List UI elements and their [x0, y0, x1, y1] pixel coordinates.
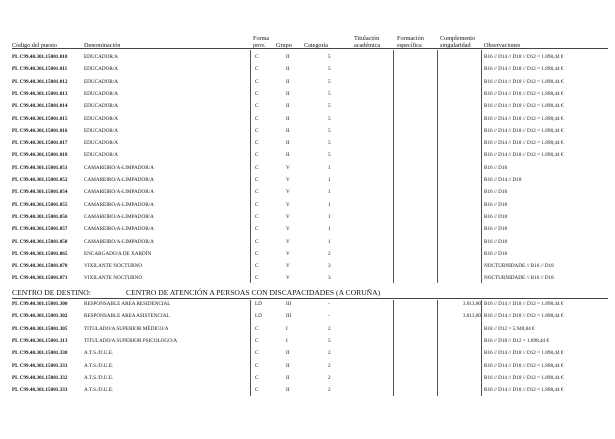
cell-observaciones: NOCTURNIDADE // B16 // D18 [484, 263, 554, 270]
table-row [0, 51, 615, 63]
cell-complemento: 3.013,80 [462, 301, 481, 307]
cell-forma: C [255, 226, 259, 233]
cell-denominacion: VIXILANTE NOCTURNO [84, 263, 143, 270]
cell-code: PL C99.40.301.15001.013 [12, 90, 68, 97]
table-row [0, 360, 615, 372]
table-row [0, 162, 615, 174]
cell-forma: C [255, 78, 259, 85]
cell-categoria: 5 [328, 54, 331, 60]
header-observaciones: Observaciones [484, 42, 521, 49]
table-row [0, 199, 615, 211]
cell-denominacion: A.T.S./D.U.E. [84, 387, 114, 394]
cell-forma: C [255, 250, 259, 257]
cell-forma: C [255, 337, 259, 344]
cell-observaciones: B16 // D14 // D18 // D12 = 1.898,44 € [484, 78, 564, 85]
cell-grupo: I [286, 337, 288, 344]
cell-grupo: V [286, 177, 290, 183]
cell-grupo: II [286, 103, 290, 110]
table-row [0, 149, 615, 161]
cell-forma: C [255, 115, 259, 122]
cell-grupo: II [286, 374, 290, 381]
cell-forma: C [255, 374, 259, 381]
cell-grupo: V [286, 226, 290, 233]
cell-forma: C [255, 189, 259, 196]
cell-denominacion: EDUCADOR/A [84, 115, 119, 122]
cell-code: PL C99.40.301.15001.330 [12, 350, 68, 357]
cell-denominacion: VIXILANTE NOCTURNO [84, 275, 143, 282]
cell-categoria: 3 [328, 263, 331, 270]
cell-denominacion: CAMAREIRO/A-LIMPADOR/A [84, 189, 154, 196]
cell-forma: C [255, 164, 259, 171]
center-name: CENTRO DE ATENCIÓN A PERSOAS CON DISCAPACIDADES (A CORUÑA) [126, 288, 381, 297]
table-row [0, 310, 615, 322]
cell-code: PL C99.40.301.15001.305 [12, 325, 68, 332]
cell-denominacion: CAMAREIRO/A-LIMPADOR/A [84, 177, 154, 183]
cell-observaciones: B16 // D14 // D18 // D12 = 1.898,44 € [484, 350, 564, 357]
cell-code: PL C99.40.301.15001.331 [12, 362, 68, 369]
cell-observaciones: B16 // D14 // D18 // D12 = 1.898,44 € [484, 115, 564, 122]
cell-categoria: 1 [328, 238, 331, 245]
cell-grupo: II [286, 115, 290, 122]
cell-code: PL C99.40.301.15001.065 [12, 250, 68, 257]
cell-code: PL C99.40.301.15001.055 [12, 201, 68, 208]
cell-denominacion: TITULADO/A SUPERIOR MÉDICO/A [84, 325, 169, 332]
cell-grupo: II [286, 387, 290, 394]
cell-code: PL C99.40.301.15001.012 [12, 78, 68, 85]
header-rule [12, 48, 608, 49]
cell-forma: C [255, 103, 259, 110]
cell-code: PL C99.40.301.15001.054 [12, 189, 68, 196]
cell-denominacion: EDUCADOR/A [84, 66, 119, 73]
cell-categoria: - [328, 313, 330, 320]
cell-denominacion: RESPONSABLE AREA ASISTENCIAL [84, 313, 170, 320]
cell-grupo: II [286, 54, 290, 60]
cell-grupo: III [286, 313, 292, 320]
cell-forma: C [255, 152, 259, 159]
cell-forma: LD [255, 301, 262, 307]
cell-grupo: V [286, 238, 290, 245]
cell-code: PL C99.40.301.15001.070 [12, 263, 68, 270]
cell-categoria: 2 [328, 325, 331, 332]
cell-categoria: 1 [328, 213, 331, 220]
cell-grupo: II [286, 127, 290, 134]
cell-denominacion: EDUCADOR/A [84, 54, 119, 60]
header-grupo: Grupo [276, 42, 292, 49]
cell-code: PL C99.40.301.15001.300 [12, 301, 68, 307]
cell-code: PL C99.40.301.15001.333 [12, 387, 68, 394]
cell-observaciones: B18 // D12 = 5.948,84 € [484, 325, 535, 332]
cell-forma: C [255, 350, 259, 357]
cell-forma: C [255, 54, 259, 60]
cell-code: PL C99.40.301.15001.313 [12, 337, 68, 344]
table-row [0, 174, 615, 186]
table-row [0, 223, 615, 235]
cell-forma: LD [255, 313, 262, 320]
cell-grupo: II [286, 90, 290, 97]
cell-denominacion: EDUCADOR/A [84, 90, 119, 97]
header-titulacion: Titulación académica [354, 35, 381, 49]
cell-code: PL C99.40.301.15001.071 [12, 275, 68, 282]
cell-forma: C [255, 127, 259, 134]
cell-complemento: 3.013,80 [462, 313, 481, 320]
cell-categoria: 3 [328, 275, 331, 282]
center-heading [12, 288, 608, 298]
cell-grupo: II [286, 78, 290, 85]
table-row [0, 298, 615, 310]
cell-observaciones: B16 // D14 // D18 // D12 = 1.898,44 € [484, 301, 564, 307]
cell-observaciones: B16 // D18 [484, 189, 508, 196]
cell-grupo: II [286, 66, 290, 73]
table-row [0, 347, 615, 359]
cell-denominacion: A.T.S./D.U.E. [84, 374, 114, 381]
cell-denominacion: CAMAREIRO/A-LIMPADOR/A [84, 226, 154, 233]
cell-observaciones: B16 // D14 // D18 // D12 = 1.898,44 € [484, 374, 564, 381]
cell-observaciones: B16 // D14 // D18 // D12 = 1.898,44 € [484, 127, 564, 134]
table-row [0, 335, 615, 347]
cell-observaciones: B16 // D18 [484, 164, 508, 171]
table-row [0, 236, 615, 248]
cell-code: PL C99.40.301.15001.017 [12, 140, 68, 147]
cell-categoria: - [328, 301, 330, 307]
cell-forma: C [255, 213, 259, 220]
table-row [0, 113, 615, 125]
cell-observaciones: B16 // D14 // D18 [484, 177, 522, 183]
cell-observaciones: B16 // D18 // D12 = 1.898,44 € [484, 337, 550, 344]
cell-categoria: 5 [328, 337, 331, 344]
cell-observaciones: B16 // D14 // D18 // D12 = 1.898,44 € [484, 152, 564, 159]
cell-code: PL C99.40.301.15001.052 [12, 177, 68, 183]
cell-categoria: 2 [328, 387, 331, 394]
cell-grupo: II [286, 350, 290, 357]
table-row [0, 272, 615, 284]
cell-forma: C [255, 238, 259, 245]
cell-categoria: 5 [328, 127, 331, 134]
header-formacion: Formación específica [397, 35, 424, 49]
table-row [0, 186, 615, 198]
header-codigo: Código del puesto [12, 42, 58, 49]
cell-denominacion: EDUCADOR/A [84, 103, 119, 110]
cell-denominacion: EDUCADOR/A [84, 78, 119, 85]
cell-grupo: V [286, 263, 290, 270]
table-row [0, 100, 615, 112]
cell-code: PL C99.40.301.15001.016 [12, 127, 68, 134]
cell-code: PL C99.40.301.15001.015 [12, 115, 68, 122]
cell-code: PL C99.40.301.15001.058 [12, 238, 68, 245]
cell-code: PL C99.40.301.15001.010 [12, 54, 68, 60]
cell-categoria: 5 [328, 152, 331, 159]
cell-grupo: II [286, 152, 290, 159]
table-row [0, 137, 615, 149]
cell-forma: C [255, 263, 259, 270]
center-label: CENTRO DE DESTINO: [12, 288, 91, 297]
cell-denominacion: A.T.S./D.U.E. [84, 350, 114, 357]
cell-grupo: V [286, 189, 290, 196]
cell-denominacion: RESPONSABLE AREA RESIDENCIAL [84, 301, 171, 307]
cell-code: PL C99.40.301.15001.014 [12, 103, 68, 110]
cell-denominacion: EDUCADOR/A [84, 152, 119, 159]
cell-denominacion: A.T.S./D.U.E. [84, 362, 114, 369]
table-row [0, 125, 615, 137]
cell-forma: C [255, 362, 259, 369]
table-row [0, 211, 615, 223]
cell-forma: C [255, 177, 259, 183]
cell-denominacion: ENCARGADO/A DE XARDÍN [84, 250, 152, 257]
cell-forma: C [255, 201, 259, 208]
table-row [0, 63, 615, 75]
cell-categoria: 5 [328, 115, 331, 122]
cell-categoria: 1 [328, 177, 331, 183]
cell-categoria: 5 [328, 90, 331, 97]
cell-denominacion: CAMAREIRO/A-LIMPADOR/A [84, 201, 154, 208]
table-row [0, 88, 615, 100]
cell-grupo: III [286, 301, 292, 307]
cell-observaciones: B16 // D18 [484, 250, 508, 257]
cell-grupo: II [286, 362, 290, 369]
cell-denominacion: CAMAREIRO/A-LIMPADOR/A [84, 213, 154, 220]
cell-forma: C [255, 66, 259, 73]
cell-observaciones: B16 // D18 [484, 213, 508, 220]
cell-categoria: 5 [328, 103, 331, 110]
cell-observaciones: B16 // D14 // D18 // D12 = 1.898,44 € [484, 66, 564, 73]
cell-grupo: V [286, 275, 290, 282]
cell-observaciones: NOCTURNIDADE // B16 // D18 [484, 275, 554, 282]
cell-code: PL C99.40.301.15001.057 [12, 226, 68, 233]
cell-categoria: 2 [328, 362, 331, 369]
cell-code: PL C99.40.301.15001.302 [12, 313, 68, 320]
header-complemento: Complemento singularidad [440, 35, 476, 49]
cell-code: PL C99.40.301.15001.056 [12, 213, 68, 220]
cell-observaciones: B16 // D18 [484, 226, 508, 233]
cell-categoria: 5 [328, 78, 331, 85]
cell-observaciones: B16 // D18 [484, 201, 508, 208]
cell-denominacion: EDUCADOR/A [84, 127, 119, 134]
cell-observaciones: B16 // D14 // D18 // D12 = 1.898,44 € [484, 362, 564, 369]
cell-code: PL C99.40.301.15001.051 [12, 164, 68, 171]
cell-forma: C [255, 325, 259, 332]
header-forma: Forma prov. [253, 35, 270, 49]
cell-observaciones: B16 // D14 // D18 // D12 = 1.898,44 € [484, 313, 564, 320]
table-row [0, 260, 615, 272]
table-row [0, 248, 615, 260]
cell-grupo: V [286, 164, 290, 171]
cell-categoria: 1 [328, 164, 331, 171]
table-row [0, 76, 615, 88]
cell-categoria: 5 [328, 140, 331, 147]
cell-observaciones: B16 // D14 // D18 // D12 = 1.898,44 € [484, 54, 564, 60]
cell-categoria: 2 [328, 250, 331, 257]
cell-code: PL C99.40.301.15001.332 [12, 374, 68, 381]
cell-categoria: 1 [328, 226, 331, 233]
cell-forma: C [255, 140, 259, 147]
cell-grupo: V [286, 201, 290, 208]
cell-categoria: 5 [328, 66, 331, 73]
cell-observaciones: B16 // D14 // D18 // D12 = 1.898,44 € [484, 103, 564, 110]
cell-grupo: V [286, 250, 290, 257]
cell-observaciones: B16 // D18 [484, 238, 508, 245]
cell-observaciones: B16 // D14 // D18 // D12 = 1.898,44 € [484, 140, 564, 147]
cell-categoria: 2 [328, 374, 331, 381]
cell-forma: C [255, 275, 259, 282]
cell-grupo: V [286, 213, 290, 220]
table-row [0, 372, 615, 384]
cell-categoria: 2 [328, 350, 331, 357]
header-denominacion: Denominación [84, 42, 121, 49]
cell-grupo: I [286, 325, 288, 332]
cell-categoria: 1 [328, 189, 331, 196]
cell-observaciones: B16 // D14 // D18 // D12 = 1.898,44 € [484, 90, 564, 97]
cell-code: PL C99.40.301.15001.011 [12, 66, 68, 73]
table-row [0, 384, 615, 396]
cell-denominacion: CAMAREIRO/A-LIMPADOR/A [84, 164, 154, 171]
cell-forma: C [255, 90, 259, 97]
cell-categoria: 1 [328, 201, 331, 208]
header-categoria: Categoría [304, 42, 329, 49]
cell-denominacion: EDUCADOR/A [84, 140, 119, 147]
cell-grupo: II [286, 140, 290, 147]
cell-observaciones: B16 // D14 // D18 // D12 = 1.898,44 € [484, 387, 564, 394]
table-row [0, 323, 615, 335]
cell-denominacion: TITULADO/A SUPERIOR PSICOLOGO/A [84, 337, 178, 344]
cell-code: PL C99.40.301.15001.018 [12, 152, 68, 159]
cell-forma: C [255, 387, 259, 394]
cell-denominacion: CAMAREIRO/A-LIMPADOR/A [84, 238, 154, 245]
